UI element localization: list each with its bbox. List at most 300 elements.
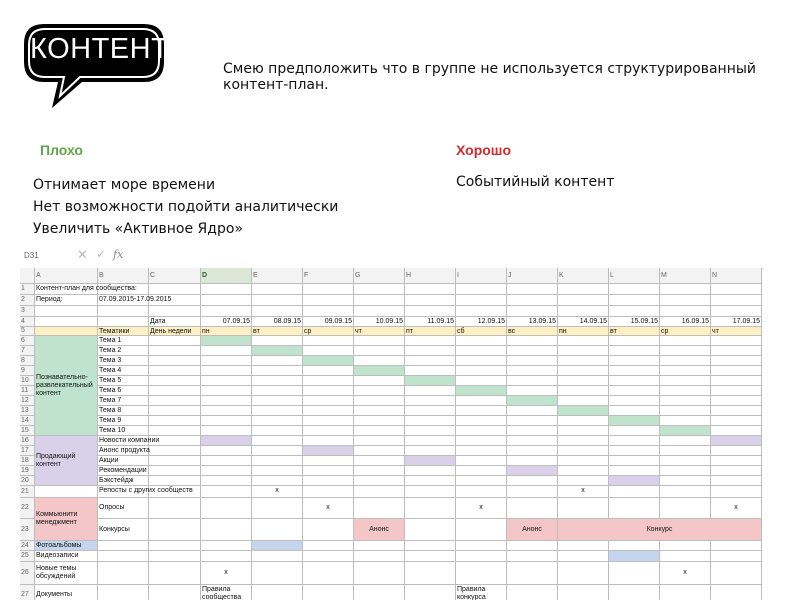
rules-cell: Правила сообщества [201, 585, 252, 600]
grid-cell [252, 284, 303, 295]
date-cell: 07.09.15 [201, 317, 252, 327]
schedule-mark [609, 551, 660, 562]
grid-cell [252, 356, 303, 366]
grid-cell [609, 346, 660, 356]
grid-cell [354, 456, 405, 466]
schedule-mark [507, 396, 558, 406]
grid-cell [609, 486, 660, 498]
row-number: 20 [20, 476, 35, 486]
row-number: 12 [20, 396, 35, 406]
row-number: 9 [20, 366, 35, 376]
grid-cell [201, 486, 252, 498]
x-mark: x [558, 486, 609, 498]
grid-cell [456, 476, 507, 486]
grid-cell [507, 498, 558, 519]
yellow-cell [35, 327, 98, 336]
grid-cell [558, 551, 609, 562]
weekday-cell: чт [711, 327, 762, 336]
grid-cell [252, 406, 303, 416]
grid-cell [660, 406, 711, 416]
schedule-mark [507, 466, 558, 476]
docs-label: Документы [35, 585, 98, 600]
grid-cell [405, 476, 456, 486]
sell-item-label: Новости компании [98, 436, 201, 446]
row-number: 11 [20, 386, 35, 396]
x-mark: x [201, 562, 252, 585]
grid-cell [660, 466, 711, 476]
weekday-cell: сб [456, 327, 507, 336]
grid-cell [558, 284, 609, 295]
grid-cell [456, 356, 507, 366]
grid-cell [201, 498, 252, 519]
grid-cell [149, 585, 201, 600]
grid-cell [660, 356, 711, 366]
grid-cell [149, 541, 201, 551]
schedule-mark [405, 456, 456, 466]
contest-cell: Конкурс [558, 519, 762, 541]
grid-cell [558, 562, 609, 585]
date-cell: 08.09.15 [252, 317, 303, 327]
grid-cell [201, 346, 252, 356]
category-community: Коммьюнити менеджмент [35, 498, 98, 541]
weekday-cell: пн [201, 327, 252, 336]
grid-cell [98, 585, 149, 600]
grid-cell [405, 541, 456, 551]
polls-label: Опросы [98, 498, 201, 519]
rules-cell: Правила конкурса [456, 585, 507, 600]
category-entertain: Познавательно-развлекательный контент [35, 336, 98, 436]
grid-cell [303, 466, 354, 476]
column-header: E [252, 268, 303, 284]
bad-point: Нет возможности подойти аналитически [33, 199, 339, 215]
grid-cell [558, 476, 609, 486]
grid-cell [456, 426, 507, 436]
grid-cell [456, 446, 507, 456]
grid-cell [303, 284, 354, 295]
grid-cell [354, 426, 405, 436]
grid-cell [507, 346, 558, 356]
column-header: F [303, 268, 354, 284]
grid-cell [149, 366, 201, 376]
grid-cell [252, 306, 303, 317]
grid-cell [303, 346, 354, 356]
grid-cell [201, 551, 252, 562]
grid-cell [660, 386, 711, 396]
grid-cell [507, 295, 558, 306]
grid-cell [609, 396, 660, 406]
grid-cell [405, 306, 456, 317]
grid-cell [405, 386, 456, 396]
grid-cell [149, 346, 201, 356]
row-number: 22 [20, 498, 35, 519]
badge-title: КОНТЕНТ [30, 33, 170, 65]
grid-cell [149, 336, 201, 346]
schedule-mark [456, 386, 507, 396]
grid-cell [303, 426, 354, 436]
grid-cell [149, 386, 201, 396]
name-box[interactable]: D31 [24, 251, 39, 260]
column-header: J [507, 268, 558, 284]
grid-cell [558, 376, 609, 386]
good-heading: Хорошо [456, 142, 512, 158]
grid-cell [303, 476, 354, 486]
column-header: I [456, 268, 507, 284]
grid-cell [405, 498, 456, 519]
grid-cell [405, 426, 456, 436]
date-label: Дата [149, 317, 201, 327]
weekday-cell: вс [507, 327, 558, 336]
grid-cell [354, 336, 405, 346]
grid-cell [711, 356, 762, 366]
grid-cell [711, 466, 762, 476]
topic-label: Тема 7 [98, 396, 149, 406]
cancel-icon[interactable]: ✕ [77, 247, 88, 262]
grid-cell [660, 376, 711, 386]
grid-cell [252, 386, 303, 396]
bad-point: Увеличить «Активное Ядро» [33, 221, 243, 237]
grid-cell [456, 466, 507, 476]
grid-cell [558, 336, 609, 346]
grid-cell [201, 406, 252, 416]
row-number: 5 [20, 327, 35, 336]
grid-cell [201, 541, 252, 551]
row-number: 18 [20, 456, 35, 466]
grid-cell [405, 446, 456, 456]
grid-cell [405, 356, 456, 366]
row-number: 1 [20, 284, 35, 295]
grid-cell [405, 519, 456, 541]
grid-cell [660, 284, 711, 295]
grid-cell [507, 386, 558, 396]
grid-cell [711, 366, 762, 376]
schedule-mark [660, 426, 711, 436]
bad-points [33, 174, 338, 240]
grid-cell [405, 486, 456, 498]
grid-cell [711, 284, 762, 295]
grid-cell [711, 426, 762, 436]
grid-cell [456, 376, 507, 386]
grid-cell [303, 366, 354, 376]
topic-label: Тема 3 [98, 356, 149, 366]
grid-cell [660, 366, 711, 376]
grid-cell [456, 416, 507, 426]
grid-cell [456, 406, 507, 416]
grid-cell [354, 356, 405, 366]
grid-cell [507, 446, 558, 456]
grid-cell [456, 486, 507, 498]
grid-cell [558, 585, 609, 600]
weekday-cell: вт [252, 327, 303, 336]
schedule-mark [354, 366, 405, 376]
grid-cell [149, 426, 201, 436]
grid-cell [252, 436, 303, 446]
schedule-mark [252, 541, 303, 551]
grid-cell [507, 416, 558, 426]
grid-cell [35, 317, 98, 327]
grid-cell [149, 562, 201, 585]
corner-cell [20, 268, 35, 284]
grid-cell [609, 356, 660, 366]
grid-cell [558, 426, 609, 436]
grid-cell [252, 456, 303, 466]
grid-cell [201, 396, 252, 406]
grid-cell [354, 396, 405, 406]
column-header: D [201, 268, 252, 284]
grid-cell [252, 476, 303, 486]
grid-cell [507, 406, 558, 416]
grid-cell [252, 426, 303, 436]
date-cell: 12.09.15 [456, 317, 507, 327]
bad-heading: Плохо [40, 142, 83, 158]
grid-cell [456, 366, 507, 376]
row-number: 25 [20, 551, 35, 562]
grid-cell [201, 284, 252, 295]
grid-cell [354, 476, 405, 486]
grid-cell [35, 306, 98, 317]
grid-cell [303, 541, 354, 551]
grid-cell [558, 498, 609, 519]
grid-cell [456, 562, 507, 585]
bad-point: Отнимает море времени [33, 177, 216, 193]
period-label: Период: [35, 295, 98, 306]
grid-cell [252, 416, 303, 426]
grid-cell [558, 386, 609, 396]
grid-cell [507, 476, 558, 486]
row-number: 16 [20, 436, 35, 446]
grid-cell [609, 295, 660, 306]
grid-cell [303, 295, 354, 306]
grid-cell [660, 446, 711, 456]
grid-cell [252, 498, 303, 519]
grid-cell [252, 519, 303, 541]
grid-cell [303, 486, 354, 498]
grid-cell [711, 476, 762, 486]
grid-cell [609, 541, 660, 551]
grid-cell [456, 295, 507, 306]
topic-label: Тема 6 [98, 386, 149, 396]
column-header: L [609, 268, 660, 284]
grid-cell [354, 386, 405, 396]
topics-label: Тематики [98, 327, 149, 336]
grid-cell [660, 476, 711, 486]
row-number: 2 [20, 295, 35, 306]
grid-cell [660, 486, 711, 498]
grid-cell [354, 406, 405, 416]
grid-cell [558, 416, 609, 426]
x-mark: x [303, 498, 354, 519]
grid-cell [609, 306, 660, 317]
intro-text: Смею предположить что в группе не используется структурированный контент-план. [223, 61, 757, 93]
grid-cell [711, 562, 762, 585]
grid-cell [149, 551, 201, 562]
weekday-cell: ср [660, 327, 711, 336]
grid-cell [303, 336, 354, 346]
grid-cell [303, 416, 354, 426]
grid-cell [252, 376, 303, 386]
grid-cell [609, 562, 660, 585]
grid-cell [303, 562, 354, 585]
grid-cell [303, 519, 354, 541]
formula-bar [20, 244, 764, 269]
grid-cell [711, 346, 762, 356]
grid-cell [252, 551, 303, 562]
grid-cell [201, 456, 252, 466]
grid-cell [98, 562, 149, 585]
column-header: B [98, 268, 149, 284]
grid-cell [405, 551, 456, 562]
sell-item-label: Акции [98, 456, 201, 466]
grid-cell [405, 436, 456, 446]
grid-cell [507, 336, 558, 346]
announce-cell: Анонс [354, 519, 405, 541]
schedule-mark [558, 406, 609, 416]
grid-cell [303, 396, 354, 406]
row-number: 27 [20, 585, 35, 600]
grid-cell [558, 356, 609, 366]
grid-cell [303, 585, 354, 600]
row-number: 21 [20, 486, 35, 498]
grid-cell [456, 306, 507, 317]
grid-cell [711, 416, 762, 426]
grid-cell [303, 456, 354, 466]
topic-label: Тема 1 [98, 336, 149, 346]
grid-cell [456, 346, 507, 356]
column-header: C [149, 268, 201, 284]
grid-cell [354, 585, 405, 600]
category-sell: Продающий контент [35, 436, 98, 486]
grid-cell [456, 456, 507, 466]
grid-cell [456, 396, 507, 406]
grid-cell [354, 346, 405, 356]
row-number: 3 [20, 306, 35, 317]
date-cell: 17.09.15 [711, 317, 762, 327]
good-points [456, 174, 614, 190]
grid-cell [507, 376, 558, 386]
grid-cell [609, 386, 660, 396]
grid-cell [558, 456, 609, 466]
grid-cell [660, 551, 711, 562]
grid-cell [609, 336, 660, 346]
grid-cell [149, 406, 201, 416]
grid-cell [507, 436, 558, 446]
grid-cell [660, 436, 711, 446]
grid-cell [558, 346, 609, 356]
date-cell: 10.09.15 [354, 317, 405, 327]
announce-cell: Анонс [507, 519, 558, 541]
grid-cell [609, 456, 660, 466]
grid-cell [252, 366, 303, 376]
row-number: 8 [20, 356, 35, 366]
good-point: Событийный контент [456, 174, 615, 190]
grid-cell [149, 306, 201, 317]
schedule-mark [201, 336, 252, 346]
grid-cell [252, 396, 303, 406]
grid-cell [354, 416, 405, 426]
topic-label: Тема 9 [98, 416, 149, 426]
weekday-cell: пн [558, 327, 609, 336]
video-label: Видеозаписи [35, 551, 98, 562]
grid-cell [201, 416, 252, 426]
grid-cell [252, 336, 303, 346]
schedule-mark [405, 376, 456, 386]
check-icon[interactable]: ✓ [96, 247, 107, 261]
grid-cell [609, 406, 660, 416]
date-cell: 16.09.15 [660, 317, 711, 327]
grid-cell [507, 551, 558, 562]
grid-cell [456, 436, 507, 446]
schedule-mark [711, 436, 762, 446]
grid-cell [201, 446, 252, 456]
sell-item-label: Анонс продукта [98, 446, 201, 456]
row-number: 17 [20, 446, 35, 456]
grid-cell [609, 498, 660, 519]
grid-cell [456, 551, 507, 562]
contests-label: Конкурсы [98, 519, 201, 541]
grid-cell [201, 386, 252, 396]
schedule-mark [252, 346, 303, 356]
weekday-cell: чт [354, 327, 405, 336]
function-icon[interactable]: fx [113, 248, 124, 261]
grid-cell [201, 295, 252, 306]
grid-cell [558, 446, 609, 456]
grid-cell [660, 306, 711, 317]
grid-cell [711, 295, 762, 306]
grid-cell [558, 436, 609, 446]
reposts-label: Репосты с других сообществ [98, 486, 201, 498]
grid-cell [711, 585, 762, 600]
grid-cell [405, 346, 456, 356]
grid-cell [201, 519, 252, 541]
row-number: 7 [20, 346, 35, 356]
grid-cell [303, 406, 354, 416]
grid-cell [303, 386, 354, 396]
grid-cell [558, 366, 609, 376]
grid-cell [201, 306, 252, 317]
grid-cell [507, 585, 558, 600]
x-mark: x [456, 498, 507, 519]
grid-cell [507, 486, 558, 498]
grid-cell [405, 585, 456, 600]
grid-cell [609, 426, 660, 436]
grid-cell [507, 284, 558, 295]
grid-cell [660, 346, 711, 356]
grid-cell [711, 486, 762, 498]
grid-cell [609, 466, 660, 476]
grid-cell [558, 541, 609, 551]
grid-cell [405, 295, 456, 306]
grid-cell [660, 295, 711, 306]
grid-cell [660, 541, 711, 551]
grid-cell [201, 466, 252, 476]
grid-cell [609, 436, 660, 446]
sell-item-label: Рекомендации [98, 466, 201, 476]
grid-cell [711, 406, 762, 416]
grid-cell [405, 396, 456, 406]
grid-cell [456, 336, 507, 346]
grid-cell [252, 295, 303, 306]
grid-cell [711, 396, 762, 406]
grid-cell [354, 436, 405, 446]
grid-cell [303, 436, 354, 446]
grid-cell [507, 541, 558, 551]
spreadsheet-screenshot [20, 244, 764, 600]
grid-cell [252, 446, 303, 456]
grid-cell [354, 486, 405, 498]
grid-cell [558, 466, 609, 476]
column-header: M [660, 268, 711, 284]
row-number: 24 [20, 541, 35, 551]
grid-cell [98, 551, 149, 562]
